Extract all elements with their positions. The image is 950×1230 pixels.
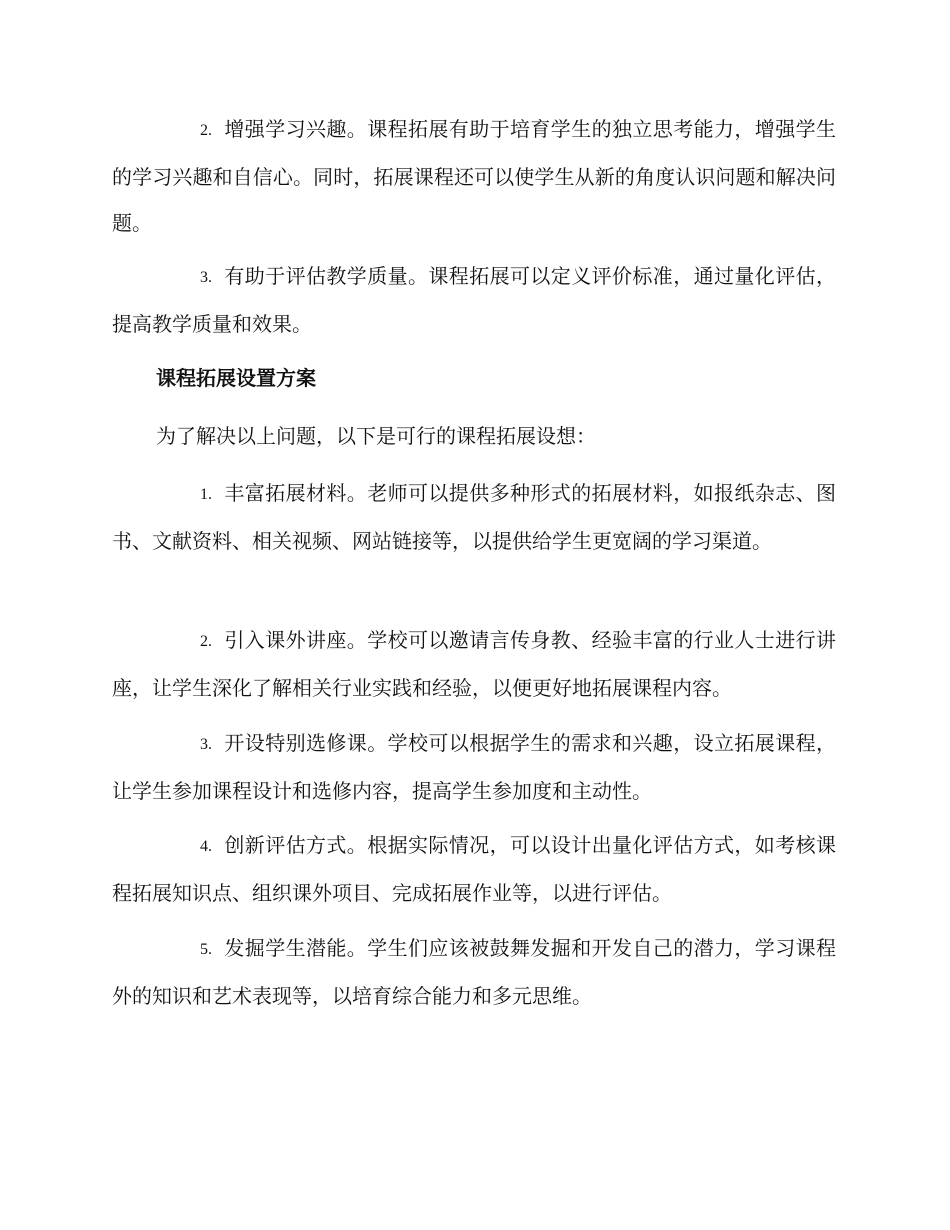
list-item-text: 增强学习兴趣。课程拓展有助于培育学生的独立思考能力，增强学生的学习兴趣和自信心。同时，拓展课程还可以使学生从新的角度认识问题和解决问题。	[112, 117, 836, 235]
list-item-text: 丰富拓展材料。老师可以提供多种形式的拓展材料，如报纸杂志、图书、文献资料、相关视频、网站链接等，以提供给学生更宽阔的学习渠道。	[112, 481, 836, 553]
list-item-number: 5.	[200, 941, 212, 958]
list-item	[112, 470, 836, 564]
list-item-text: 开设特别选修课。学校可以根据学生的需求和兴趣，设立拓展课程，让学生参加课程设计和选修内容，提高学生参加度和主动性。	[112, 731, 836, 803]
list-item	[112, 106, 836, 246]
list-item-number: 1.	[200, 486, 212, 503]
list-item-number: 2.	[200, 122, 212, 139]
list-item	[112, 822, 836, 916]
intro-paragraph: 为了解决以上问题，以下是可行的课程拓展设想：	[156, 424, 596, 448]
list-item-number: 4.	[200, 838, 212, 855]
list-item	[112, 925, 836, 1019]
list-item	[112, 720, 836, 814]
list-item-text: 发掘学生潜能。学生们应该被鼓舞发掘和开发自己的潜力，学习课程外的知识和艺术表现等，以培育综合能力和多元思维。	[112, 936, 836, 1008]
list-item-number: 2.	[200, 633, 212, 650]
list-item	[112, 253, 836, 347]
list-item-number: 3.	[200, 736, 212, 753]
list-item	[112, 617, 836, 711]
list-item-text: 有助于评估教学质量。课程拓展可以定义评价标准，通过量化评估，提高教学质量和效果。	[112, 264, 836, 336]
list-item-text: 创新评估方式。根据实际情况，可以设计出量化评估方式，如考核课程拓展知识点、组织课外项目、完成拓展作业等，以进行评估。	[112, 833, 836, 905]
list-item-number: 3.	[200, 269, 212, 286]
list-item-text: 引入课外讲座。学校可以邀请言传身教、经验丰富的行业人士进行讲座，让学生深化了解相关行业实践和经验，以便更好地拓展课程内容。	[112, 628, 836, 700]
section-heading: 课程拓展设置方案	[156, 366, 316, 390]
